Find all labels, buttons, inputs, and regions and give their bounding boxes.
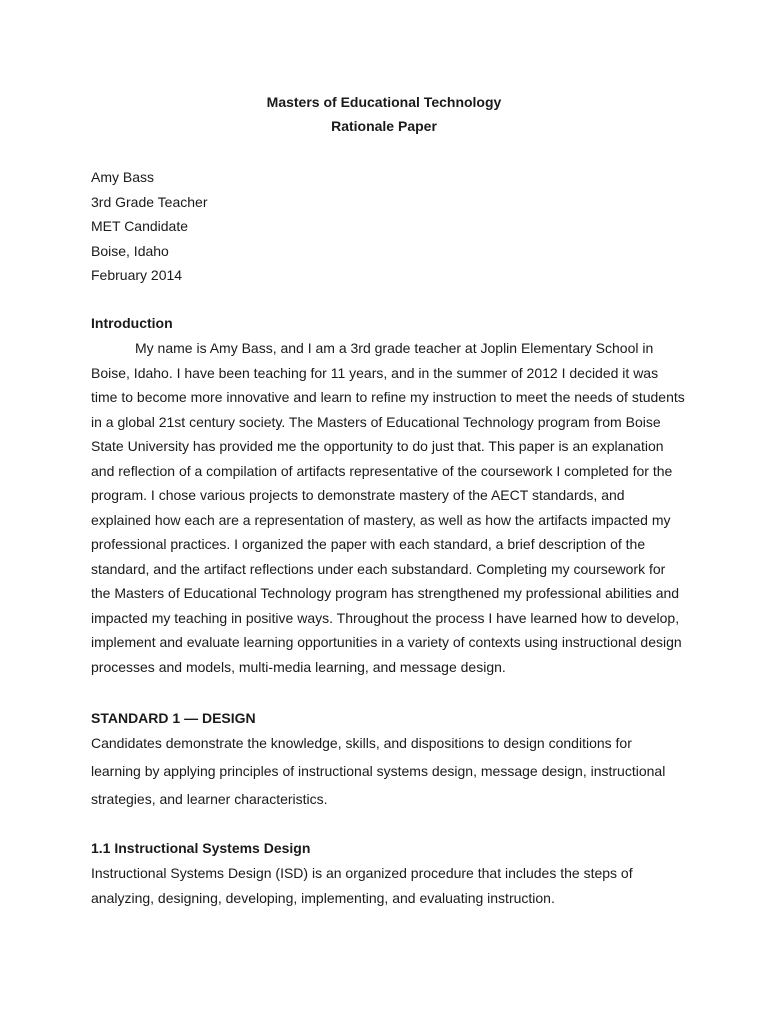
section-1-1-line: Instructional Systems Design (ISD) is an organized procedure that includes the steps of xyxy=(91,865,633,881)
standard-1-heading: STANDARD 1 — DESIGN xyxy=(91,710,256,726)
intro-line: explained how each are a representation of mastery, as well as how the artifacts impacted my xyxy=(91,511,671,528)
introduction-heading: Introduction xyxy=(91,315,173,331)
intro-line: program. I chose various projects to demonstrate mastery of the AECT standards, and xyxy=(91,487,625,503)
section-1-1-heading: 1.1 Instructional Systems Design xyxy=(91,840,311,856)
intro-line: time to become more innovative and learn to refine my instruction to meet the needs of students xyxy=(91,389,685,405)
author-status: MET Candidate xyxy=(91,218,189,234)
section-1-1-line: analyzing, designing, developing, implementing, and evaluating instruction. xyxy=(91,890,555,906)
intro-line: State University has provided me the opportunity to do just that. This paper is an explanation xyxy=(91,438,664,454)
intro-line: My name is Amy Bass, and I am a 3rd grade teacher at Joplin Elementary School in xyxy=(135,340,654,356)
author-location: Boise, Idaho xyxy=(91,242,169,259)
intro-line: the Masters of Educational Technology program has strengthened my professional abilities and xyxy=(91,585,680,601)
author-info xyxy=(91,165,207,288)
intro-line: implement and evaluate learning opportunities in a variety of contexts using instructional design xyxy=(91,634,682,650)
title-line-2: Rationale Paper xyxy=(331,118,437,134)
intro-line: Boise, Idaho. I have been teaching for 11 years, and in the summer of 2012 I decided it was xyxy=(91,364,659,381)
intro-line: impacted my teaching in positive ways. Throughout the process I have learned how to develop, xyxy=(91,609,680,626)
author-name: Amy Bass xyxy=(91,169,155,185)
intro-line: and reflection of a compilation of artifacts representative of the coursework I completed for the xyxy=(91,462,673,479)
author-role: 3rd Grade Teacher xyxy=(91,193,208,210)
intro-line: professional practices. I organized the paper with each standard, a brief description of the xyxy=(91,536,646,552)
standard-1-line: learning by applying principles of instructional systems design, message design, instructional xyxy=(91,763,666,779)
intro-line: standard, and the artifact reflections under each substandard. Completing my coursework for xyxy=(91,560,666,577)
intro-line: in a global 21st century society. The Masters of Educational Technology program from Boise xyxy=(91,413,661,430)
author-date: February 2014 xyxy=(91,267,183,283)
intro-line: processes and models, multi-media learning, and message design. xyxy=(91,658,506,675)
title-line-1: Masters of Educational Technology xyxy=(266,94,502,110)
standard-1-line: strategies, and learner characteristics. xyxy=(91,791,328,807)
document-title xyxy=(0,90,768,138)
standard-1-line: Candidates demonstrate the knowledge, skills, and dispositions to design conditions for xyxy=(91,735,632,751)
